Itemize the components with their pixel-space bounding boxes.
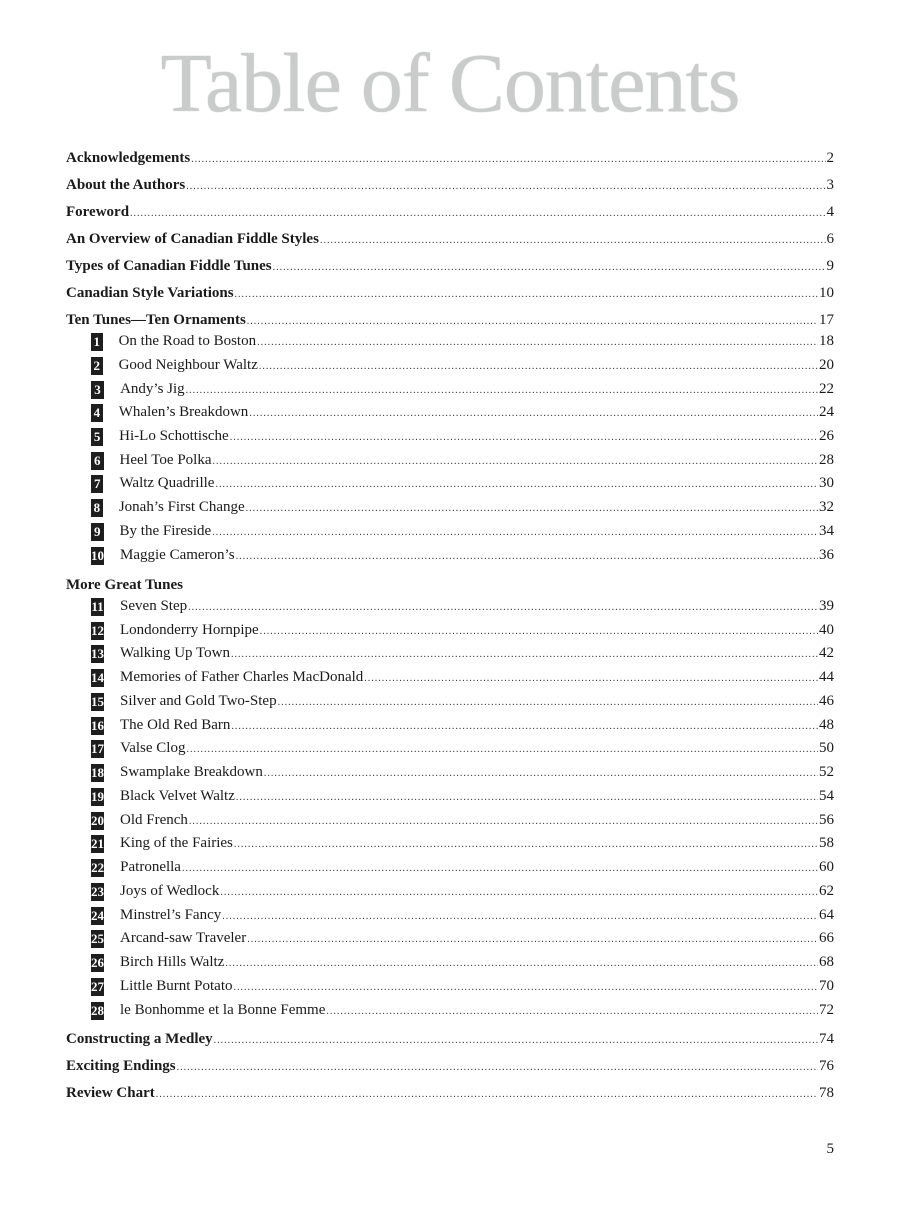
dot-leader	[212, 523, 818, 543]
entry-page: 2	[826, 150, 834, 166]
toc-tune-entry[interactable]	[91, 833, 834, 855]
entry-label: By the Fireside	[119, 523, 212, 539]
dot-leader	[186, 381, 818, 401]
entry-label: Acknowledgements	[66, 150, 191, 166]
entry-page: 46	[819, 693, 834, 709]
toc-tune-entry[interactable]	[91, 426, 834, 448]
tune-number-badge: 5	[91, 428, 103, 446]
dot-leader	[182, 859, 818, 879]
dot-leader	[364, 669, 818, 689]
entry-page: 62	[819, 883, 834, 899]
entry-page: 72	[819, 1002, 834, 1018]
tune-number-badge: 2	[91, 357, 103, 375]
entry-page: 76	[819, 1058, 834, 1074]
dot-leader	[213, 452, 818, 472]
entry-label: Andy’s Jig	[120, 381, 185, 397]
entry-page: 18	[819, 333, 834, 349]
toc-entry-foreword[interactable]	[66, 202, 834, 224]
tune-number-badge: 1	[91, 333, 103, 351]
entry-label: Joys of Wedlock	[120, 883, 220, 899]
entry-label: Silver and Gold Two-Step	[120, 693, 277, 709]
tune-number-badge: 19	[91, 789, 104, 804]
entry-label: King of the Fairies	[120, 835, 233, 851]
entry-label: Minstrel’s Fancy	[120, 907, 222, 923]
dot-leader	[234, 978, 819, 998]
entry-page: 40	[819, 622, 834, 638]
entry-label: Walking Up Town	[120, 645, 230, 661]
toc-tune-entry[interactable]	[91, 810, 834, 832]
dot-leader	[231, 645, 818, 665]
dot-leader	[235, 285, 818, 305]
tune-number-badge: 17	[91, 741, 105, 756]
tune-number-badge: 7	[91, 475, 103, 493]
entry-page: 39	[819, 598, 834, 614]
tune-number-badge: 11	[91, 599, 104, 614]
entry-page: 17	[819, 312, 834, 328]
entry-page: 44	[819, 669, 834, 685]
entry-label: Whalen’s Breakdown	[118, 404, 249, 420]
table-of-contents	[66, 0, 834, 1208]
entry-label: Good Neighbour Waltz	[118, 357, 258, 373]
toc-tune-entry[interactable]	[91, 928, 834, 950]
toc-tune-entry[interactable]	[91, 738, 834, 760]
entry-page: 6	[826, 231, 834, 247]
page-number: 5	[826, 1141, 834, 1157]
entry-page: 36	[819, 547, 834, 563]
entry-page: 50	[819, 740, 834, 756]
entry-label: Waltz Quadrille	[119, 475, 215, 491]
entry-label: Memories of Father Charles MacDonald	[120, 669, 364, 685]
entry-label: Types of Canadian Fiddle Tunes	[66, 258, 272, 274]
dot-leader	[246, 499, 818, 519]
dot-leader	[278, 693, 818, 713]
toc-tune-entry[interactable]	[91, 1000, 834, 1022]
dot-leader	[230, 428, 818, 448]
toc-tune-entry[interactable]	[91, 667, 834, 689]
dot-leader	[234, 835, 818, 855]
toc-entry-overview[interactable]	[66, 229, 834, 251]
entry-page: 68	[819, 954, 834, 970]
tune-number-badge: 22	[91, 860, 105, 875]
entry-label: Maggie Cameron’s	[120, 547, 235, 563]
entry-page: 34	[819, 523, 834, 539]
tune-number-badge: 8	[91, 499, 103, 517]
dot-leader	[236, 788, 818, 808]
toc-tune-entry[interactable]	[91, 786, 834, 808]
dot-leader	[247, 312, 818, 332]
toc-entry-types[interactable]	[66, 256, 834, 278]
tune-number-badge: 15	[91, 694, 104, 709]
entry-label: Little Burnt Potato	[120, 978, 233, 994]
toc-tune-entry[interactable]	[91, 497, 834, 519]
toc-tune-entry[interactable]	[91, 905, 834, 927]
toc-tune-entry[interactable]	[91, 952, 834, 974]
entry-page: 9	[826, 258, 834, 274]
dot-leader	[260, 622, 818, 642]
dot-leader	[189, 812, 818, 832]
tune-number-badge: 25	[91, 931, 104, 946]
dot-leader	[257, 333, 818, 353]
dot-leader	[273, 258, 826, 278]
tune-number-badge: 4	[91, 404, 103, 422]
entry-label: Valse Clog	[120, 740, 186, 756]
entry-label: Jonah’s First Change	[118, 499, 245, 515]
entry-label: Black Velvet Waltz	[120, 788, 235, 804]
dot-leader	[231, 717, 818, 737]
toc-entry-endings[interactable]	[66, 1056, 834, 1078]
entry-label: On the Road to Boston	[118, 333, 257, 349]
dot-leader	[177, 1058, 818, 1078]
dot-leader	[186, 740, 818, 760]
tune-number-badge: 26	[91, 955, 104, 970]
dot-leader	[156, 1085, 818, 1105]
tune-number-badge: 10	[91, 548, 104, 563]
toc-entry-medley[interactable]	[66, 1029, 834, 1051]
entry-label: Londonderry Hornpipe	[120, 622, 259, 638]
entry-page: 58	[819, 835, 834, 851]
entry-page: 32	[819, 499, 834, 515]
entry-page: 78	[819, 1085, 834, 1101]
entry-label: Seven Step	[120, 598, 188, 614]
tune-number-badge: 13	[91, 646, 104, 661]
entry-label: Hi-Lo Schottische	[119, 428, 229, 444]
entry-page: 24	[819, 404, 834, 420]
tune-number-badge: 14	[91, 670, 104, 685]
dot-leader	[222, 907, 818, 927]
entry-page: 42	[819, 645, 834, 661]
entry-label: le Bonhomme et la Bonne Femme	[120, 1002, 326, 1018]
entry-label: An Overview of Canadian Fiddle Styles	[66, 231, 319, 247]
toc-tune-entry[interactable]	[91, 355, 834, 377]
tune-number-badge: 24	[91, 908, 104, 923]
toc-tune-entry[interactable]	[91, 620, 834, 642]
entry-page: 52	[819, 764, 834, 780]
toc-tune-entry[interactable]	[91, 762, 834, 784]
entry-page: 48	[819, 717, 834, 733]
toc-tune-entry[interactable]	[91, 331, 834, 353]
entry-page: 22	[819, 381, 834, 397]
toc-tune-entry[interactable]	[91, 857, 834, 879]
entry-label: About the Authors	[66, 177, 186, 193]
tune-number-badge: 3	[91, 381, 104, 399]
tune-number-badge: 18	[91, 765, 104, 780]
entry-page: 4	[826, 204, 834, 220]
toc-tune-entry[interactable]	[91, 881, 834, 903]
entry-label: Exciting Endings	[66, 1058, 176, 1074]
dot-leader	[236, 547, 818, 567]
tune-number-badge: 27	[91, 979, 104, 994]
entry-page: 20	[819, 357, 834, 373]
entry-page: 60	[819, 859, 834, 875]
dot-leader	[130, 204, 825, 224]
dot-leader	[214, 1031, 818, 1051]
toc-tune-entry[interactable]	[91, 715, 834, 737]
entry-page: 66	[819, 930, 834, 946]
entry-page: 30	[819, 475, 834, 491]
toc-entry-about-authors[interactable]	[66, 175, 834, 197]
tune-number-badge: 6	[91, 452, 104, 470]
tune-number-badge: 9	[91, 523, 104, 541]
dot-leader	[259, 357, 818, 377]
dot-leader	[215, 475, 818, 495]
toc-tune-entry[interactable]	[91, 450, 834, 472]
entry-label: The Old Red Barn	[120, 717, 231, 733]
dot-leader	[191, 150, 825, 170]
entry-page: 28	[819, 452, 834, 468]
entry-label: Patronella	[120, 859, 181, 875]
toc-tune-entry[interactable]	[91, 473, 834, 495]
entry-page: 56	[819, 812, 834, 828]
entry-label: Canadian Style Variations	[66, 285, 234, 301]
entry-label: Heel Toe Polka	[119, 452, 212, 468]
page-title: Table of Contents	[160, 37, 740, 130]
dot-leader	[326, 1002, 818, 1022]
entry-label: Birch Hills Waltz	[120, 954, 225, 970]
toc-entry-ten-tunes[interactable]	[66, 310, 834, 332]
dot-leader	[188, 598, 818, 618]
toc-entry-variations[interactable]	[66, 283, 834, 305]
toc-entry-acknowledgements[interactable]	[66, 148, 834, 170]
entry-page: 74	[819, 1031, 834, 1047]
toc-tune-entry[interactable]	[91, 596, 834, 618]
entry-page: 3	[826, 177, 834, 193]
entry-page: 64	[819, 907, 834, 923]
entry-page: 26	[819, 428, 834, 444]
toc-tune-entry[interactable]	[91, 643, 834, 665]
dot-leader	[320, 231, 826, 251]
dot-leader	[247, 930, 818, 950]
toc-tune-entry[interactable]	[91, 521, 834, 543]
dot-leader	[225, 954, 818, 974]
toc-tune-entry[interactable]	[91, 402, 834, 424]
toc-tune-entry[interactable]	[91, 691, 834, 713]
entry-label: Constructing a Medley	[66, 1031, 213, 1047]
entry-label: Old French	[120, 812, 188, 828]
entry-page: 54	[819, 788, 834, 804]
tune-number-badge: 20	[91, 813, 104, 828]
tune-number-badge: 28	[91, 1003, 104, 1018]
entry-page: 10	[819, 285, 834, 301]
toc-tune-entry[interactable]	[91, 379, 834, 401]
dot-leader	[220, 883, 818, 903]
entry-label: Arcand-saw Traveler	[120, 930, 247, 946]
entry-page: 70	[819, 978, 834, 994]
dot-leader	[249, 404, 818, 424]
tune-number-badge: 16	[91, 718, 104, 733]
entry-label: Review Chart	[66, 1085, 155, 1101]
toc-entry-review-chart[interactable]	[66, 1083, 834, 1105]
tune-number-badge: 21	[91, 836, 104, 851]
dot-leader	[264, 764, 818, 784]
dot-leader	[186, 177, 825, 197]
section-heading-more-tunes: More Great Tunes	[66, 577, 183, 593]
entry-label: Ten Tunes—Ten Ornaments	[66, 312, 246, 328]
toc-tune-entry[interactable]	[91, 545, 834, 567]
entry-label: Swamplake Breakdown	[120, 764, 263, 780]
tune-number-badge: 12	[91, 623, 104, 638]
tune-number-badge: 23	[91, 884, 104, 899]
toc-tune-entry[interactable]	[91, 976, 834, 998]
entry-label: Foreword	[66, 204, 130, 220]
